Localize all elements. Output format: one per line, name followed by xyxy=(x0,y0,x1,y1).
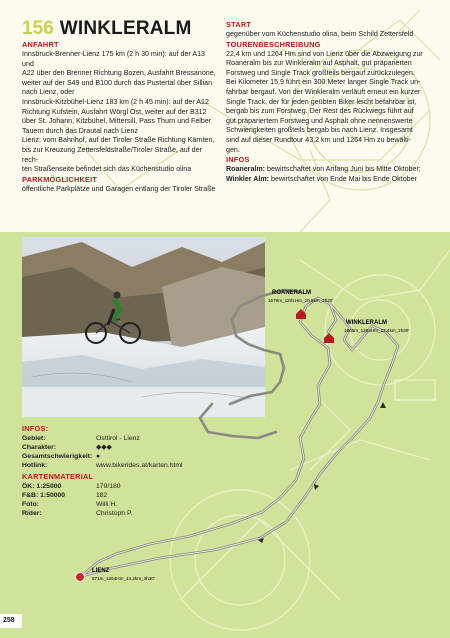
text-line: Forstweg und Single Track großteils bergauf zurückzulegen. xyxy=(226,68,415,77)
text-line: bergab bis zum Forstweg. Der Rest des Rückwegs führt auf xyxy=(226,107,414,116)
info-key: Charakter: xyxy=(22,444,56,451)
text-line: Bei Kilometer 15,9 führt ein 300 Meter langer Single Track un- xyxy=(226,78,421,87)
text-line: Single Track, der für jeden geübten Biker leicht befahrbar ist, xyxy=(226,97,417,106)
lienz-stats: 671m_1264Hm_43,2km_3h30' xyxy=(92,576,155,581)
anfahrt-paragraph-2 xyxy=(22,98,216,136)
info-row xyxy=(22,434,192,443)
info-value: Christoph P. xyxy=(96,510,133,517)
roaneralm-label: ROANERALM xyxy=(272,290,311,296)
info-row xyxy=(22,461,192,470)
info-row xyxy=(22,482,192,491)
difficulty-rating: ● xyxy=(96,453,101,460)
info-value: 182 xyxy=(96,492,108,499)
info-roaneralm xyxy=(226,165,426,175)
text-line: weiter auf der S49 und B100 durch das Pustertal über Sillian xyxy=(22,78,213,87)
map-material-heading: KARTENMATERIAL xyxy=(22,472,94,481)
info-key: Hotlink: xyxy=(22,462,48,469)
info-value: Osttirol - Lienz xyxy=(96,435,140,442)
info-winkleralm xyxy=(226,175,426,185)
winkleralm-marker xyxy=(324,320,409,343)
tour-description-heading: TOURENBESCHREIBUNG xyxy=(226,39,321,49)
info-label: Winkler Alm: xyxy=(226,174,270,183)
text-line: gen. xyxy=(226,145,240,154)
roaneralm-stats: 1678m_1201Hm_20,5km_2h20' xyxy=(268,298,334,303)
info-key: Gebiet: xyxy=(22,435,46,442)
tour-title xyxy=(22,18,192,40)
info-value: 179/180 xyxy=(96,483,121,490)
text-line: Innsbruck-Brenner-Lienz 175 km (2 h 30 min): auf der A13 und xyxy=(22,50,205,68)
text-line: ten Straßenseite befindet sich das Küchenstudio olina xyxy=(22,165,192,174)
anfahrt-paragraph-1 xyxy=(22,50,216,98)
info-block xyxy=(22,424,192,518)
winkleralm-stats: 1905m_1264Hm_22,4km_2h30' xyxy=(344,328,410,333)
start-heading: START xyxy=(226,20,252,29)
info-row xyxy=(22,491,192,500)
anfahrt-heading: ANFAHRT xyxy=(22,40,59,49)
text-line: A22 über den Brenner Richtung Bozen, Ausfahrt Bressanone, xyxy=(22,69,216,78)
info-row xyxy=(22,452,192,461)
parking-heading: PARKMÖGLICHKEIT xyxy=(22,174,98,184)
text-line: Schwierigkeiten großteils bergab bis nach Lienz. Insgesamt xyxy=(226,126,413,135)
text-line: gut präpariertem Forstweg und Asphalt ohne nennenswerte xyxy=(226,116,413,125)
tour-number: 156 xyxy=(22,18,54,39)
info-key: Rider: xyxy=(22,510,42,517)
info-text: bewirtschaftet von Anfang Juni bis Mitte Oktober; xyxy=(265,165,421,174)
hotlink[interactable]: www.bikerides.at/karten.html xyxy=(96,462,183,469)
text-line: nach Lienz, oder xyxy=(22,88,75,97)
right-column xyxy=(226,20,426,184)
tour-name: WINKLERALM xyxy=(59,18,192,39)
text-line: bis zur Kreuzung Zettersfeldstraße/Tiroler Straße, auf der rech- xyxy=(22,145,202,164)
info-row xyxy=(22,443,192,452)
text-line: über St. Johann, Kitzbühel, Mittersill, Pass Thurn und Felber xyxy=(22,117,212,126)
text-line: Richtung Kufstein, Ausfahrt Wörgl Ost, weiter auf der B312 xyxy=(22,107,207,116)
info-block-heading: INFOS: xyxy=(22,424,49,433)
start-text: gegenüber vom Küchenstudio olina, beim Schild Zettersfeld xyxy=(226,30,414,38)
info-label: Roaneralm: xyxy=(226,165,266,174)
page-number: 258 xyxy=(0,614,22,628)
left-column xyxy=(22,40,216,194)
info-value: Willi H. xyxy=(96,501,118,508)
text-line: Tauern durch das Drautal nach Lienz xyxy=(22,126,138,135)
text-line: Lienz: vom Bahnhof, auf der Tiroler Straße Richtung Kärnten, xyxy=(22,136,215,145)
character-rating: ◆◆◆ xyxy=(96,444,112,451)
text-line: fahrbar bergauf. Von der Winkleralm verläuft erneut ein kurzer xyxy=(226,87,421,96)
info-key: Gesamtschwierigkeit: xyxy=(22,453,93,460)
text-line: Roaneralm bis zur Winkleralm auf Asphalt, gut präparierten xyxy=(226,59,412,68)
winkleralm-label: WINKLERALM xyxy=(346,320,387,326)
text-line: 22,4 km und 1264 Hm sind von Lienz über die Abzweigung zur xyxy=(226,49,423,58)
text-line: sind auf dieser Rundtour 43,2 km und 1264 Hm zu bewälti- xyxy=(226,135,411,144)
info-text: bewirtschaftet von Ende Mai bis Ende Oktober xyxy=(269,174,417,183)
infos-heading: INFOS xyxy=(226,155,250,165)
info-key: ÖK: 1:25000 xyxy=(22,483,62,490)
lienz-label: LIENZ xyxy=(92,568,110,574)
tour-description xyxy=(226,50,426,156)
text-line: Innsbruck-Kitzbühel-Lienz 183 km (2 h 45 min): auf der A12 xyxy=(22,97,209,106)
info-row xyxy=(22,500,192,509)
parking-text: öffentliche Parkplätze und Garagen entlang der Tiroler Straße xyxy=(22,184,216,193)
info-key: F&B: 1:50000 xyxy=(22,492,66,499)
anfahrt-paragraph-3 xyxy=(22,136,216,174)
info-row xyxy=(22,509,192,518)
info-key: Foto: xyxy=(22,501,39,508)
roaneralm-marker xyxy=(268,290,333,319)
